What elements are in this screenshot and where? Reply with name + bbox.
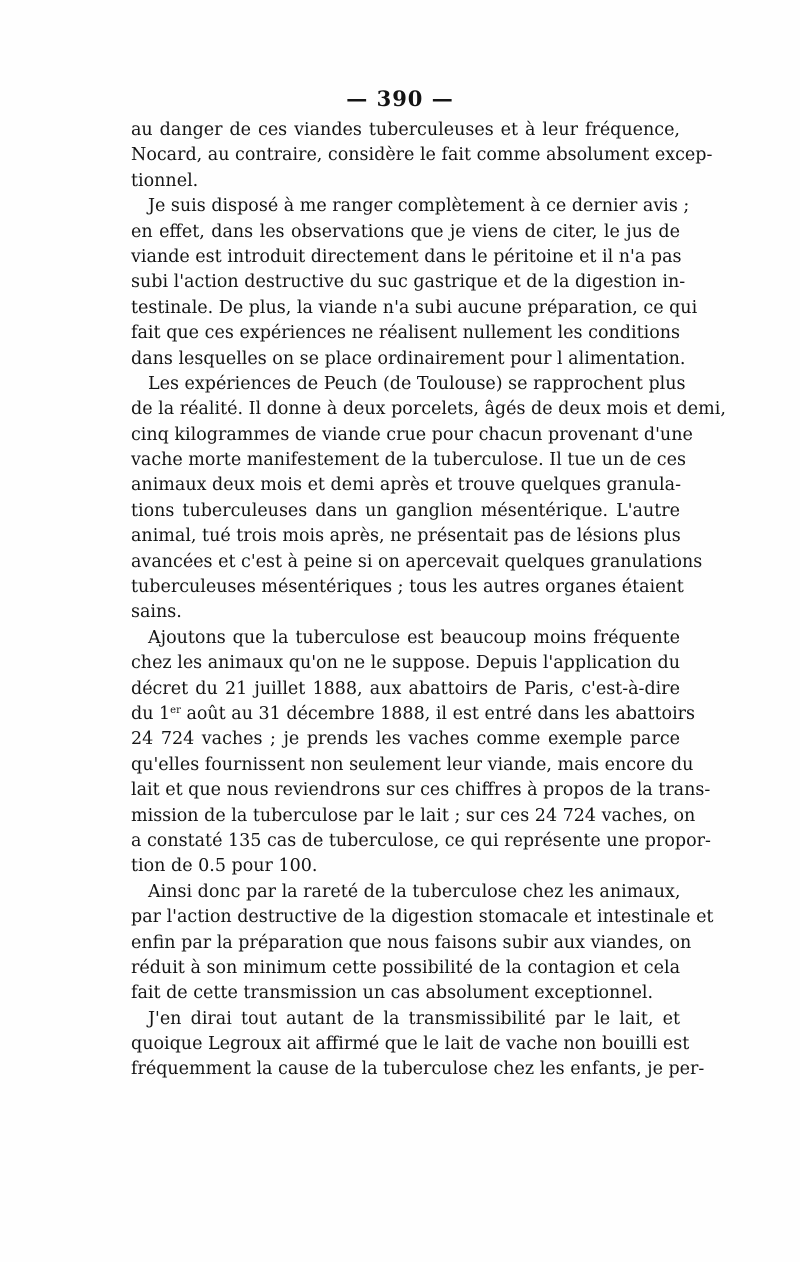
text-line: Ainsi donc par la rareté de la tuberculose chez les animaux,: [148, 881, 681, 902]
text-line: mission de la tuberculose par le lait ; sur ces 24 724 vaches, on: [131, 805, 696, 826]
text-line: qu'elles fournissent non seulement leur viande, mais encore du: [131, 754, 694, 775]
text-line: Je suis disposé à me ranger complètement à ce dernier avis ;: [148, 196, 690, 217]
text-line: par l'action destructive de la digestion stomacale et intestinale et: [131, 907, 714, 928]
text-line: 24 724 vaches ; je prends les vaches comme exemple parce: [131, 729, 680, 750]
text-line: Les expériences de Peuch (de Toulouse) se rapprochent plus: [148, 373, 686, 394]
text-line: chez les animaux qu'on ne le suppose. Depuis l'application du: [131, 653, 680, 674]
text-line: enfin par la préparation que nous faisons subir aux viandes, on: [131, 932, 692, 953]
text-line: Nocard, au contraire, considère le fait comme absolument excep-: [131, 145, 713, 166]
text-line: réduit à son minimum cette possibilité de la contagion et cela: [131, 957, 680, 978]
text-line: animal, tué trois mois après, ne présentait pas de lésions plus: [131, 526, 681, 547]
text-line: Ajoutons que la tuberculose est beaucoup moins fréquente: [148, 627, 680, 648]
text-line: cinq kilogrammes de viande crue pour chacun provenant d'une: [131, 424, 693, 445]
text-line: lait et que nous reviendrons sur ces chiffres à propos de la trans-: [131, 780, 711, 801]
text-line: fait de cette transmission un cas absolument exceptionnel.: [131, 983, 654, 1004]
body-text: [131, 118, 726, 1083]
text-line: de la réalité. Il donne à deux porcelets, âgés de deux mois et demi,: [131, 399, 726, 420]
text-line: subi l'action destructive du suc gastrique et de la digestion in-: [131, 272, 686, 293]
text-line: J'en dirai tout autant de la transmissibilité par le lait, et: [148, 1008, 680, 1029]
text-line: tion de 0.5 pour 100.: [131, 856, 318, 877]
text-line: sains.: [131, 602, 182, 623]
text-line: a constaté 135 cas de tuberculose, ce qui représente une propor-: [131, 830, 711, 851]
text-line: viande est introduit directement dans le péritoine et il n'a pas: [131, 246, 682, 267]
text-line: décret du 21 juillet 1888, aux abattoirs de Paris, c'est-à-dire: [131, 678, 680, 699]
text-line: du 1er août au 31 décembre 1888, il est entré dans les abattoirs: [131, 703, 696, 724]
text-line: avancées et c'est à peine si on apercevait quelques granulations: [131, 551, 703, 572]
text-line: tionnel.: [131, 170, 199, 191]
text-line: vache morte manifestement de la tuberculose. Il tue un de ces: [131, 450, 686, 471]
text-line: fait que ces expériences ne réalisent nullement les conditions: [131, 323, 680, 344]
text-line: quoique Legroux ait affirmé que le lait de vache non bouilli est: [131, 1034, 690, 1055]
page-number: — 390 —: [346, 86, 454, 111]
text-line: en effet, dans les observations que je viens de citer, le jus de: [131, 221, 680, 242]
text-line: tuberculeuses mésentériques ; tous les autres organes étaient: [131, 577, 684, 598]
text-line: au danger de ces viandes tuberculeuses et à leur fréquence,: [131, 120, 680, 140]
text-line: tions tuberculeuses dans un ganglion mésentérique. L'autre: [131, 500, 680, 521]
text-line: testinale. De plus, la viande n'a subi aucune préparation, ce qui: [131, 297, 698, 318]
text-line: animaux deux mois et demi après et trouve quelques granula-: [131, 475, 681, 496]
text-line: fréquemment la cause de la tuberculose chez les enfants, je per-: [131, 1059, 705, 1080]
text-line: dans lesquelles on se place ordinairement pour l alimentation.: [131, 348, 686, 369]
